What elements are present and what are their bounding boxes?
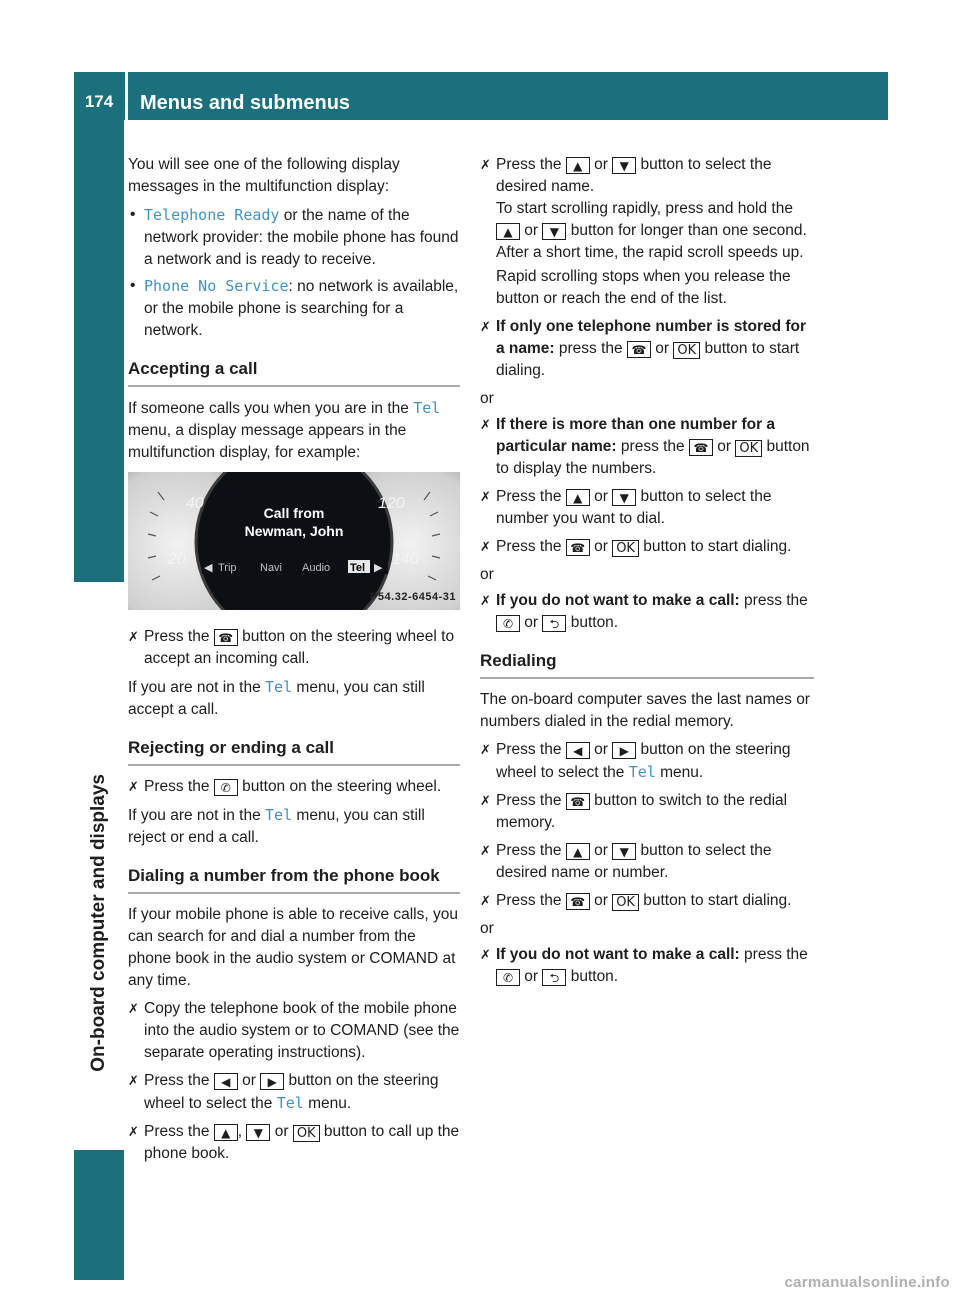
display-caller-name: Newman, John [244, 523, 344, 539]
image-id: P54.32-6454-31 [370, 591, 456, 603]
section-label: On-board computer and displays [88, 774, 109, 1072]
phone-accept-icon: ☎ [566, 539, 590, 556]
ok-button-icon: OK [673, 342, 700, 359]
or-separator: or [480, 390, 494, 407]
accept-paragraph: If someone calls you when you are in the Tel menu, a display message appears in the multifunction display, for example: [128, 399, 441, 461]
phone-accept-icon: ☎ [566, 893, 590, 910]
svg-text:◀: ◀ [204, 562, 213, 574]
header-divider [125, 72, 128, 120]
svg-text:▶: ▶ [374, 562, 383, 574]
step-select-name: ✗ Press the ▲ or ▼ button to select the desired name. To start scrolling rapidly, press and hold the ▲ or ▼ button for longer than one second. After a short time, the rapid scroll speeds up. Rapid scrolling stops when you release the button or reach the end of the list. [480, 154, 814, 310]
step-redial-select-entry: ✗ Press the ▲ or ▼ button to select the desired name or number. [480, 842, 772, 881]
back-button-icon: ⮌ [542, 615, 566, 632]
left-column [128, 154, 460, 1171]
down-button-icon: ▼ [246, 1124, 270, 1141]
step-copy-phonebook: ✗ Copy the telephone book of the mobile phone into the audio system or to COMAND (see the separate operating instructions). [128, 1000, 460, 1061]
rapid-scroll-stop-note: Rapid scrolling stops when you release the button or reach the end of the list. [496, 268, 791, 307]
display-call-from: Call from [263, 505, 325, 521]
intro-text: You will see one of the following display messages in the multifunction display: [128, 156, 400, 195]
speed-20: 20 [168, 551, 186, 568]
heading-accepting-call: Accepting a call [128, 358, 460, 387]
up-button-icon: ▲ [566, 157, 590, 174]
left-arrow-button-icon: ◀ [214, 1073, 238, 1090]
step-redial-select-tel: ✗ Press the ◀ or ▶ button on the steering wheel to select the Tel menu. [480, 741, 791, 781]
redial-paragraph: The on-board computer saves the last names or numbers dialed in the redial memory. [480, 691, 810, 730]
phone-hangup-icon: ✆ [214, 779, 238, 796]
speed-40: 40 [186, 495, 204, 512]
step-select-number: ✗ Press the ▲ or ▼ button to select the number you want to dial. [480, 488, 772, 527]
step-multiple-numbers: ✗ If there is more than one number for a particular name: press the ☎ or OK button to display the numbers. [480, 416, 810, 477]
right-arrow-button-icon: ▶ [612, 742, 636, 759]
or-separator: or [480, 566, 494, 583]
up-button-icon: ▲ [566, 843, 590, 860]
step-cancel-call: ✗ If you do not want to make a call: press the ✆ or ⮌ button. [480, 592, 808, 631]
step-start-dialing: ✗ Press the ☎ or OK button to start dialing. [480, 538, 792, 556]
accept-note: If you are not in the Tel menu, you can still accept a call. [128, 678, 425, 718]
or-separator: or [480, 920, 494, 937]
page-title: Menus and submenus [140, 92, 351, 114]
page-header [74, 72, 888, 120]
step-accept-call: ✗ Press the ☎ button on the steering wheel to accept an incoming call. [128, 628, 455, 667]
step-redial-cancel: ✗ If you do not want to make a call: press the ✆ or ⮌ button. [480, 946, 808, 985]
bullet-phone-no-service: • Phone No Service: no network is available, or the mobile phone is searching for a network. [128, 275, 460, 342]
phone-accept-icon: ☎ [566, 793, 590, 810]
phone-accept-icon: ☎ [627, 341, 651, 358]
step-one-number: ✗ If only one telephone number is stored for a name: press the ☎ or OK button to start dialing. [480, 318, 807, 379]
ok-button-icon: OK [293, 1125, 320, 1142]
step-redial-dial: ✗ Press the ☎ or OK button to start dialing. [480, 892, 792, 910]
down-button-icon: ▼ [612, 843, 636, 860]
ok-button-icon: OK [612, 894, 639, 911]
display-menu-tel: Tel [350, 562, 366, 574]
display-menu-navi: Navi [260, 562, 283, 574]
speed-120: 120 [378, 495, 405, 512]
reject-note: If you are not in the Tel menu, you can still reject or end a call. [128, 806, 425, 846]
up-button-icon: ▲ [566, 489, 590, 506]
page-number: 174 [84, 92, 114, 111]
multifunction-display-image [128, 472, 460, 610]
phone-hangup-icon: ✆ [496, 969, 520, 986]
up-button-icon: ▲ [214, 1124, 238, 1141]
heading-dialing-phonebook: Dialing a number from the phone book [128, 865, 460, 894]
step-reject-call: ✗ Press the ✆ button on the steering wheel. [128, 778, 442, 795]
right-arrow-button-icon: ▶ [260, 1073, 284, 1090]
step-select-tel-menu: ✗ Press the ◀ or ▶ button on the steering wheel to select the Tel menu. [128, 1072, 439, 1112]
down-button-icon: ▼ [612, 489, 636, 506]
heading-rejecting-call: Rejecting or ending a call [128, 737, 460, 766]
rapid-scroll-note: To start scrolling rapidly, press and hold the ▲ or ▼ button for longer than one second. After a short time, the rapid scroll speeds up. [496, 200, 807, 261]
section-tab-bottom [74, 1150, 124, 1280]
up-button-icon: ▲ [496, 223, 520, 240]
display-menu-trip: Trip [218, 562, 237, 574]
section-tab [74, 120, 124, 582]
down-button-icon: ▼ [542, 223, 566, 240]
phone-hangup-icon: ✆ [496, 615, 520, 632]
phone-accept-icon: ☎ [214, 629, 238, 646]
step-redial-memory: ✗ Press the ☎ button to switch to the redial memory. [480, 792, 788, 831]
down-button-icon: ▼ [612, 157, 636, 174]
heading-redialing: Redialing [480, 650, 814, 679]
bullet-telephone-ready: • Telephone Ready or the name of the network provider: the mobile phone has found a network and is ready to receive. [128, 204, 460, 271]
step-open-phonebook: ✗ Press the ▲ , ▼ or OK button to call up the phone book. [128, 1123, 460, 1162]
site-watermark: carmanualsonline.info [784, 1274, 950, 1291]
back-button-icon: ⮌ [542, 969, 566, 986]
dial-paragraph: If your mobile phone is able to receive calls, you can search for and dial a number from the phone book in the audio system or COMAND at any time. [128, 906, 458, 989]
right-column [480, 154, 814, 994]
ok-button-icon: OK [735, 440, 762, 457]
display-menu-audio: Audio [302, 562, 331, 574]
left-arrow-button-icon: ◀ [566, 742, 590, 759]
ok-button-icon: OK [612, 540, 639, 557]
phone-accept-icon: ☎ [689, 439, 713, 456]
speed-140: 140 [392, 551, 419, 568]
